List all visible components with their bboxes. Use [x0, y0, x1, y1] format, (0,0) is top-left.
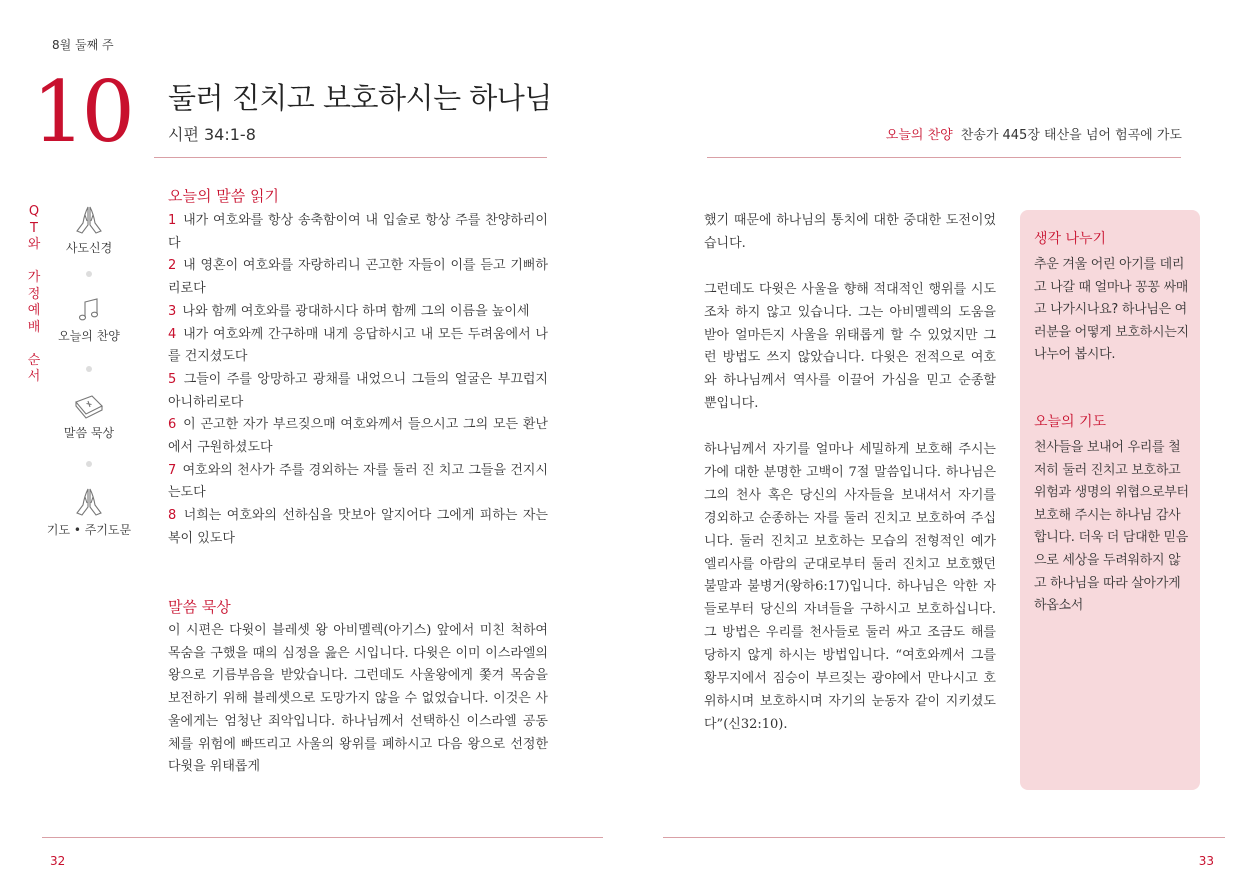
- week-label: 8월 둘째 주: [52, 38, 114, 52]
- verse-text: 이 곤고한 자가 부르짖으매 여호와께서 들으시고 그의 모든 환난에서 구원하셨도다: [168, 417, 548, 456]
- hymn-line: [886, 124, 1182, 143]
- verse-text: 여호와의 천사가 주를 경외하는 자를 둘러 진 치고 그들을 건지시는도다: [168, 462, 548, 501]
- step-divider-dot: [86, 366, 92, 372]
- order-step-label: 사도신경: [65, 241, 113, 255]
- page-number-right: 33: [1198, 854, 1214, 868]
- bible-icon: [72, 392, 106, 420]
- order-step-hymn: [34, 297, 144, 344]
- verse-number: 5: [168, 371, 177, 387]
- header-rule-left: [154, 157, 547, 158]
- meditation-continued: [704, 210, 996, 760]
- hymn-title: 찬송가 445장 태산을 넘어 험곡에 가도: [960, 128, 1182, 143]
- verse-text: 내가 여호와를 항상 송축함이여 내 입술로 항상 주를 찬양하리이다: [168, 213, 548, 251]
- verse-number: 3: [168, 303, 177, 319]
- page-title: 둘러 진치고 보호하시는 하나님: [168, 81, 552, 115]
- prayer-heading: 오늘의 기도: [1034, 413, 1107, 430]
- vertical-char: 정: [27, 286, 41, 302]
- verse-item: [168, 460, 548, 505]
- step-divider-dot: [86, 271, 92, 277]
- vertical-char: Q: [28, 204, 40, 219]
- prayer-text: 천사들을 보내어 우리를 철저히 둘러 진치고 보호하고 위험과 생명의 위협으로부터 보호해 주시는 하나님 감사합니다. 더욱 더 담대한 믿음으로 세상을 두려워하지 않고 하나님을 따라 살아가게 하옵소서: [1034, 439, 1189, 614]
- verse-item: [168, 301, 548, 324]
- verse-text: 내 영혼이 여호와를 자랑하리니 곤고한 자들이 이를 듣고 기뻐하리로다: [168, 258, 548, 297]
- order-step-meditation: [34, 392, 144, 441]
- order-step-creed: [34, 205, 144, 256]
- meditation-paragraph: 했기 때문에 하나님의 통치에 대한 중대한 도전이었습니다.: [704, 213, 996, 251]
- header-rule-right: [707, 157, 1181, 158]
- verse-number: 6: [168, 417, 177, 433]
- share-heading: 생각 나누기: [1034, 231, 1107, 247]
- scripture-reference: 시편 34:1-8: [168, 125, 256, 144]
- vertical-char: T: [30, 220, 38, 236]
- verse-item: [168, 255, 548, 300]
- order-step-label: 기도 • 주기도문: [46, 523, 132, 537]
- verse-item: [168, 324, 548, 369]
- footer-rule-right: [663, 837, 1225, 838]
- verse-text: 나와 함께 여호와를 광대하시다 하며 함께 그의 이름을 높이세: [182, 303, 530, 319]
- verse-number: 4: [168, 326, 177, 342]
- share-text: 추운 겨울 어린 아기를 데리고 나갈 때 얼마나 꽁꽁 싸매고 나가시나요? 하나님은 여러분을 어떻게 보호하시는지 나누어 봅시다.: [1034, 257, 1189, 363]
- verse-item: [168, 210, 548, 255]
- verse-text: 내가 여호와께 간구하매 내게 응답하시고 내 모든 두려움에서 나를 건지셨도다: [168, 326, 548, 365]
- verse-item: [168, 414, 548, 459]
- verse-number: 2: [168, 258, 177, 274]
- reading-heading: 오늘의 말씀 읽기: [168, 187, 279, 205]
- sharing-prayer-box: [1020, 210, 1200, 790]
- meditation-paragraph: 하나님께서 자기를 얼마나 세밀하게 보호해 주시는가에 대한 분명한 고백이 7절 말씀입니다. 하나님은 그의 천사 혹은 당신의 사자들을 보내셔서 자기를 경외하고 순종하는 자를 둘러 진치고 보호하여 주십니다. 둘러 진치고 보호하는 모습의 전형적인 예가 엘리사를 아람의 군대로부터 둘러 진치고 보호했던 불말과 불병거(왕하6:17)입니다. 하나님은 악한 자들로부터 당신의 자녀들을 구하시고 보호하십니다. 그 방법은 우리를 천사들로 둘러 싸고 조금도 해를 당하지 않게 하시는 방법입니다. “여호와께서 그를 황무지에서 짐승이 부르짖는 광야에서 만나시고 호위하시며 보호하시며 자기의 눈동자 같이 지키셨도다”(신32:10).: [704, 442, 996, 732]
- praying-hands-icon: [73, 205, 105, 235]
- page-number-left: 32: [50, 854, 66, 868]
- verse-text: 너희는 여호와의 선하심을 맛보아 알지어다 그에게 피하는 자는 복이 있도다: [168, 508, 548, 546]
- order-step-prayer: [34, 487, 144, 538]
- step-divider-dot: [86, 461, 92, 467]
- meditation-heading: 말씀 묵상: [168, 598, 231, 616]
- music-note-icon: [73, 297, 105, 323]
- order-step-label: 말씀 묵상: [63, 426, 115, 440]
- meditation-paragraph: 그런데도 다윗은 사울을 향해 적대적인 행위를 시도조차 하지 않고 있습니다. 그는 아비멜렉의 도움을 받아 얼마든지 사울을 위태롭게 할 수 있었지만 그런 방법도 쓰지 않았습니다. 다윗은 전적으로 여호와 하나님께서 역사를 이끌어 가심을 믿고 순종할 뿐입니다.: [704, 281, 996, 412]
- verse-number: 1: [168, 213, 177, 228]
- order-step-label: 오늘의 찬양: [58, 329, 120, 343]
- vertical-char: 순: [27, 352, 41, 368]
- verse-number: 8: [168, 508, 177, 524]
- vertical-char: 와: [27, 237, 41, 252]
- vertical-char: 배: [27, 319, 41, 335]
- day-number: 10: [32, 63, 131, 161]
- praying-hands-icon: [73, 487, 105, 517]
- footer-rule-left: [42, 837, 603, 838]
- meditation-paragraph: 이 시편은 다윗이 블레셋 왕 아비멜렉(아기스) 앞에서 미친 척하여 목숨을 구했을 때의 심정을 읊은 시입니다. 다윗은 이미 이스라엘의 왕으로 기름부음을 받았습니다. 그런데도 사울왕에게 쫓겨 목숨을 보전하기 위해 블레셋으로 도망가지 않을 수 없었습니다. 이것은 사울에게는 엄청난 죄악입니다. 하나님께서 선택하신 이스라엘 공동체를 위험에 빠뜨리고 사울의 왕위를 폐하시고 다음 왕으로 선정한 다윗을 위태롭게: [168, 623, 548, 775]
- hymn-label: 오늘의 찬양: [885, 128, 953, 143]
- verse-item: [168, 369, 548, 414]
- verse-list: [168, 210, 548, 551]
- verse-text: 그들이 주를 앙망하고 광채를 내었으니 그들의 얼굴은 부끄럽지 아니하리로다: [168, 371, 548, 410]
- vertical-char: 가: [27, 270, 41, 285]
- vertical-char: 예: [27, 303, 41, 318]
- vertical-char: 서: [27, 369, 41, 384]
- verse-number: 7: [168, 462, 177, 478]
- verse-item: [168, 505, 548, 550]
